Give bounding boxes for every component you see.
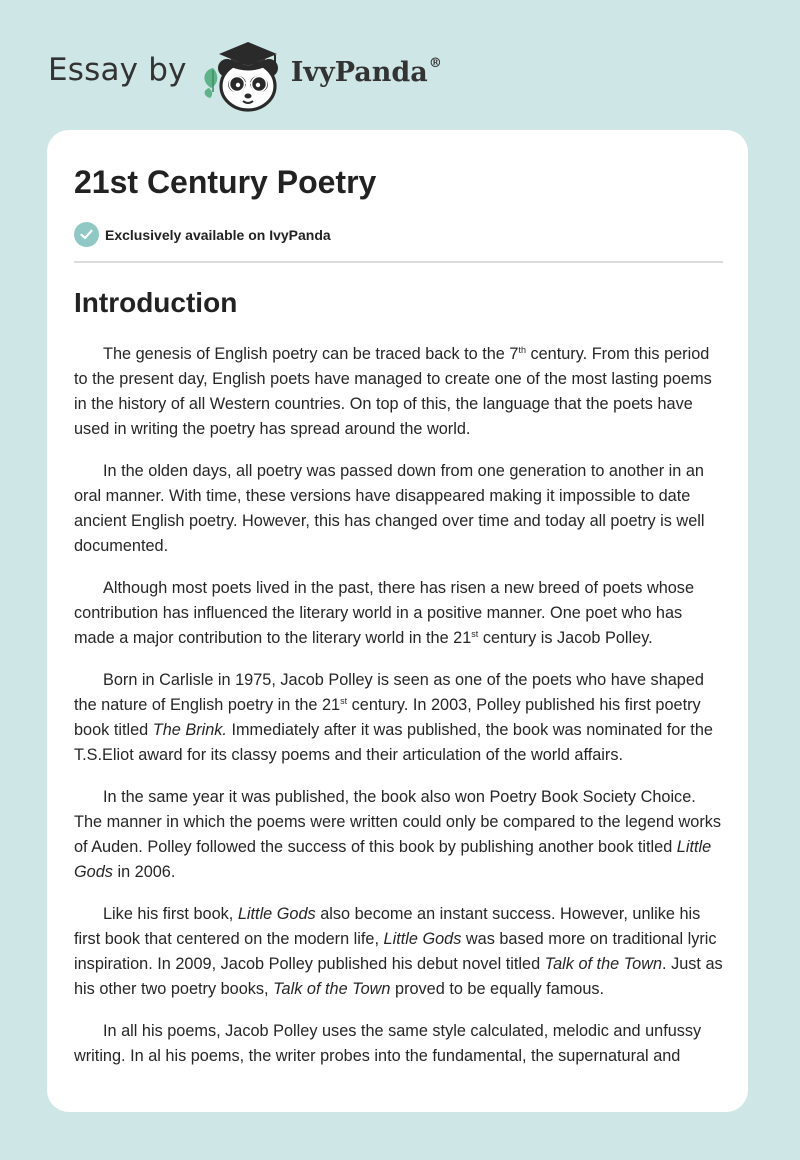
paragraph-text: Immediately after it was published, the book was nominated for the T.S.Eliot award for its classy poems and their articulation of the world affairs.: [74, 721, 713, 764]
paragraph-text: Like his first book,: [103, 905, 238, 923]
essay-title: 21st Century Poetry: [74, 164, 377, 200]
ordinal-suffix: st: [471, 629, 479, 639]
paragraph-text: in 2006.: [112, 863, 176, 881]
panda-logo-icon: [197, 34, 289, 114]
paragraph-text: century is Jacob Polley.: [478, 629, 653, 647]
paragraph-text: In the olden days, all poetry was passed down from one generation to another in an oral manner. With time, these versions have disappeared making it impossible to date ancient English poetry. However, this has changed over time and today all poetry is well documented.: [74, 462, 705, 555]
body-paragraph: [74, 576, 726, 651]
paragraph-text: The genesis of English poetry can be traced back to the 7: [103, 345, 519, 363]
divider: [74, 261, 723, 263]
body-paragraph: [74, 785, 726, 885]
checkmark-icon: [74, 222, 99, 247]
book-title: The Brink.: [152, 721, 227, 739]
body-paragraph: [74, 902, 726, 1002]
essay-body: [74, 342, 726, 1086]
book-title: Talk of the Town: [273, 980, 391, 998]
book-title: Little Gods: [74, 838, 712, 881]
paragraph-text: Although most poets lived in the past, there has risen a new breed of poets whose contribution has influenced the literary world in a positive manner. One poet who has made a major contribution to the literary world in the 21: [74, 579, 695, 647]
ordinal-suffix: st: [340, 696, 348, 706]
paragraph-text: century. In 2003, Polley published his first poetry book titled: [74, 696, 701, 739]
body-paragraph: [74, 342, 726, 442]
paragraph-text: In all his poems, Jacob Polley uses the same style calculated, melodic and unfussy writing. In al his poems, the writer probes into the fundamental, the supernatural and: [74, 1022, 702, 1065]
availability-badge: [74, 222, 331, 247]
badge-text: Exclusively available on IvyPanda: [105, 226, 331, 243]
brand-trademark: ®: [428, 55, 442, 71]
paragraph-text: century. From this period to the present day, English poets have managed to create one of the most lasting poems in the history of all Western countries. On top of this, the language that the poets have used in writing the poetry has spread around the world.: [74, 345, 712, 438]
body-paragraph: [74, 668, 726, 768]
brand-prefix: Essay by: [48, 52, 187, 88]
body-paragraph: [74, 1019, 726, 1069]
paragraph-text: Born in Carlisle in 1975, Jacob Polley is seen as one of the poets who have shaped the nature of English poetry in the 21: [74, 671, 704, 714]
ordinal-suffix: th: [518, 345, 526, 355]
paragraph-text: also become an instant success. However, unlike his first book that centered on the modern life,: [74, 905, 701, 948]
brand-name: [291, 57, 442, 88]
body-paragraph: [74, 459, 726, 559]
paragraph-text: In the same year it was published, the book also won Poetry Book Society Choice. The manner in which the poems were written could only be compared to the legend works of Auden. Polley followed the success of this book by publishing another book titled: [74, 788, 722, 856]
book-title: Little Gods: [383, 930, 462, 948]
essay-card: [47, 130, 748, 1112]
brand-header: [48, 34, 442, 114]
book-title: Talk of the Town: [544, 955, 663, 973]
paragraph-text: proved to be equally famous.: [390, 980, 605, 998]
section-heading: Introduction: [74, 287, 238, 318]
book-title: Little Gods: [237, 905, 316, 923]
paragraph-text: was based more on traditional lyric inspiration. In 2009, Jacob Polley published his debut novel titled: [74, 930, 717, 973]
paragraph-text: . Just as his other two poetry books,: [74, 955, 723, 998]
brand-name-text: IvyPanda: [290, 56, 428, 88]
